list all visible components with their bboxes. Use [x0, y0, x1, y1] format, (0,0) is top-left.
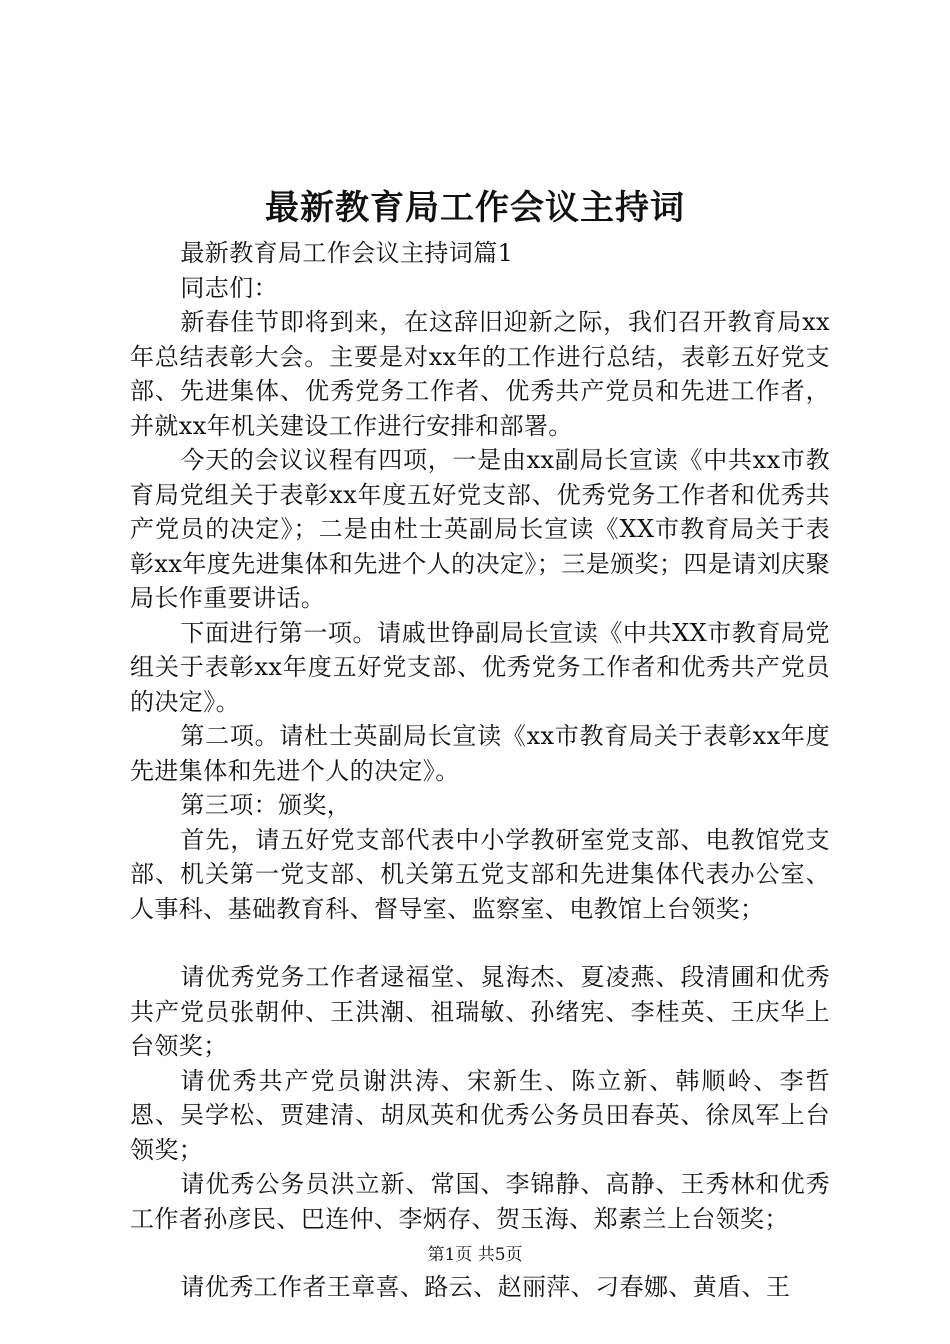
paragraph: 请优秀共产党员谢洪涛、宋新生、陈立新、韩顺岭、李哲恩、吴学松、贾建清、胡凤英和优秀公务员田春英、徐凤军上台领奖； [130, 1066, 830, 1164]
paragraph: 请优秀公务员洪立新、常国、李锦静、高静、王秀林和优秀工作者孙彦民、巴连仲、李炳存、贺玉海、郑素兰上台领奖； [130, 1170, 830, 1233]
paragraph: 今天的会议议程有四项，一是由xx副局长宣读《中共xx市教育局党组关于表彰xx年度五好党支部、优秀党务工作者和优秀共产党员的决定》；二是由杜士英副局长宣读《XX市教育局关于表彰xx年度先进集体和先进个人的决定》；三是颁奖；四是请刘庆聚局长作重要讲话。 [130, 446, 830, 612]
paragraph: 下面进行第一项。请戚世铮副局长宣读《中共XX市教育局党组关于表彰xx年度五好党支部、优秀党务工作者和优秀共产党员的决定》。 [130, 618, 830, 716]
paragraph: 第三项：颁奖， [180, 791, 352, 819]
document-title: 最新教育局工作会议主持词 [265, 188, 685, 228]
paragraph: 新春佳节即将到来，在这辞旧迎新之际，我们召开教育局xx年总结表彰大会。主要是对xx年的工作进行总结，表彰五好党支部、先进集体、优秀党务工作者、优秀共产党员和先进工作者，并就xx年机关建设工作进行安排和部署。 [130, 308, 830, 440]
paragraph: 第二项。请杜士英副局长宣读《xx市教育局关于表彰xx年度先进集体和先进个人的决定》。 [130, 722, 830, 785]
paragraph: 请优秀党务工作者逯福堂、晁海杰、夏凌燕、段清圃和优秀共产党员张朝仲、王洪潮、祖瑞敏、孙绪宪、李桂英、王庆华上台领奖； [130, 963, 830, 1060]
paragraph: 首先，请五好党支部代表中小学教研室党支部、电教馆党支部、机关第一党支部、机关第五党支部和先进集体代表办公室、人事科、基础教育科、督导室、监察室、电教馆上台领奖； [130, 825, 830, 923]
paragraph: 请优秀工作者王章喜、路云、赵丽萍、刁春娜、黄盾、王 [180, 1273, 791, 1301]
paragraph: 同志们： [180, 273, 278, 302]
paragraph: 最新教育局工作会议主持词篇1 [180, 239, 514, 267]
page-number: 第1页 共5页 [427, 1245, 523, 1265]
document-body [130, 236, 830, 1305]
